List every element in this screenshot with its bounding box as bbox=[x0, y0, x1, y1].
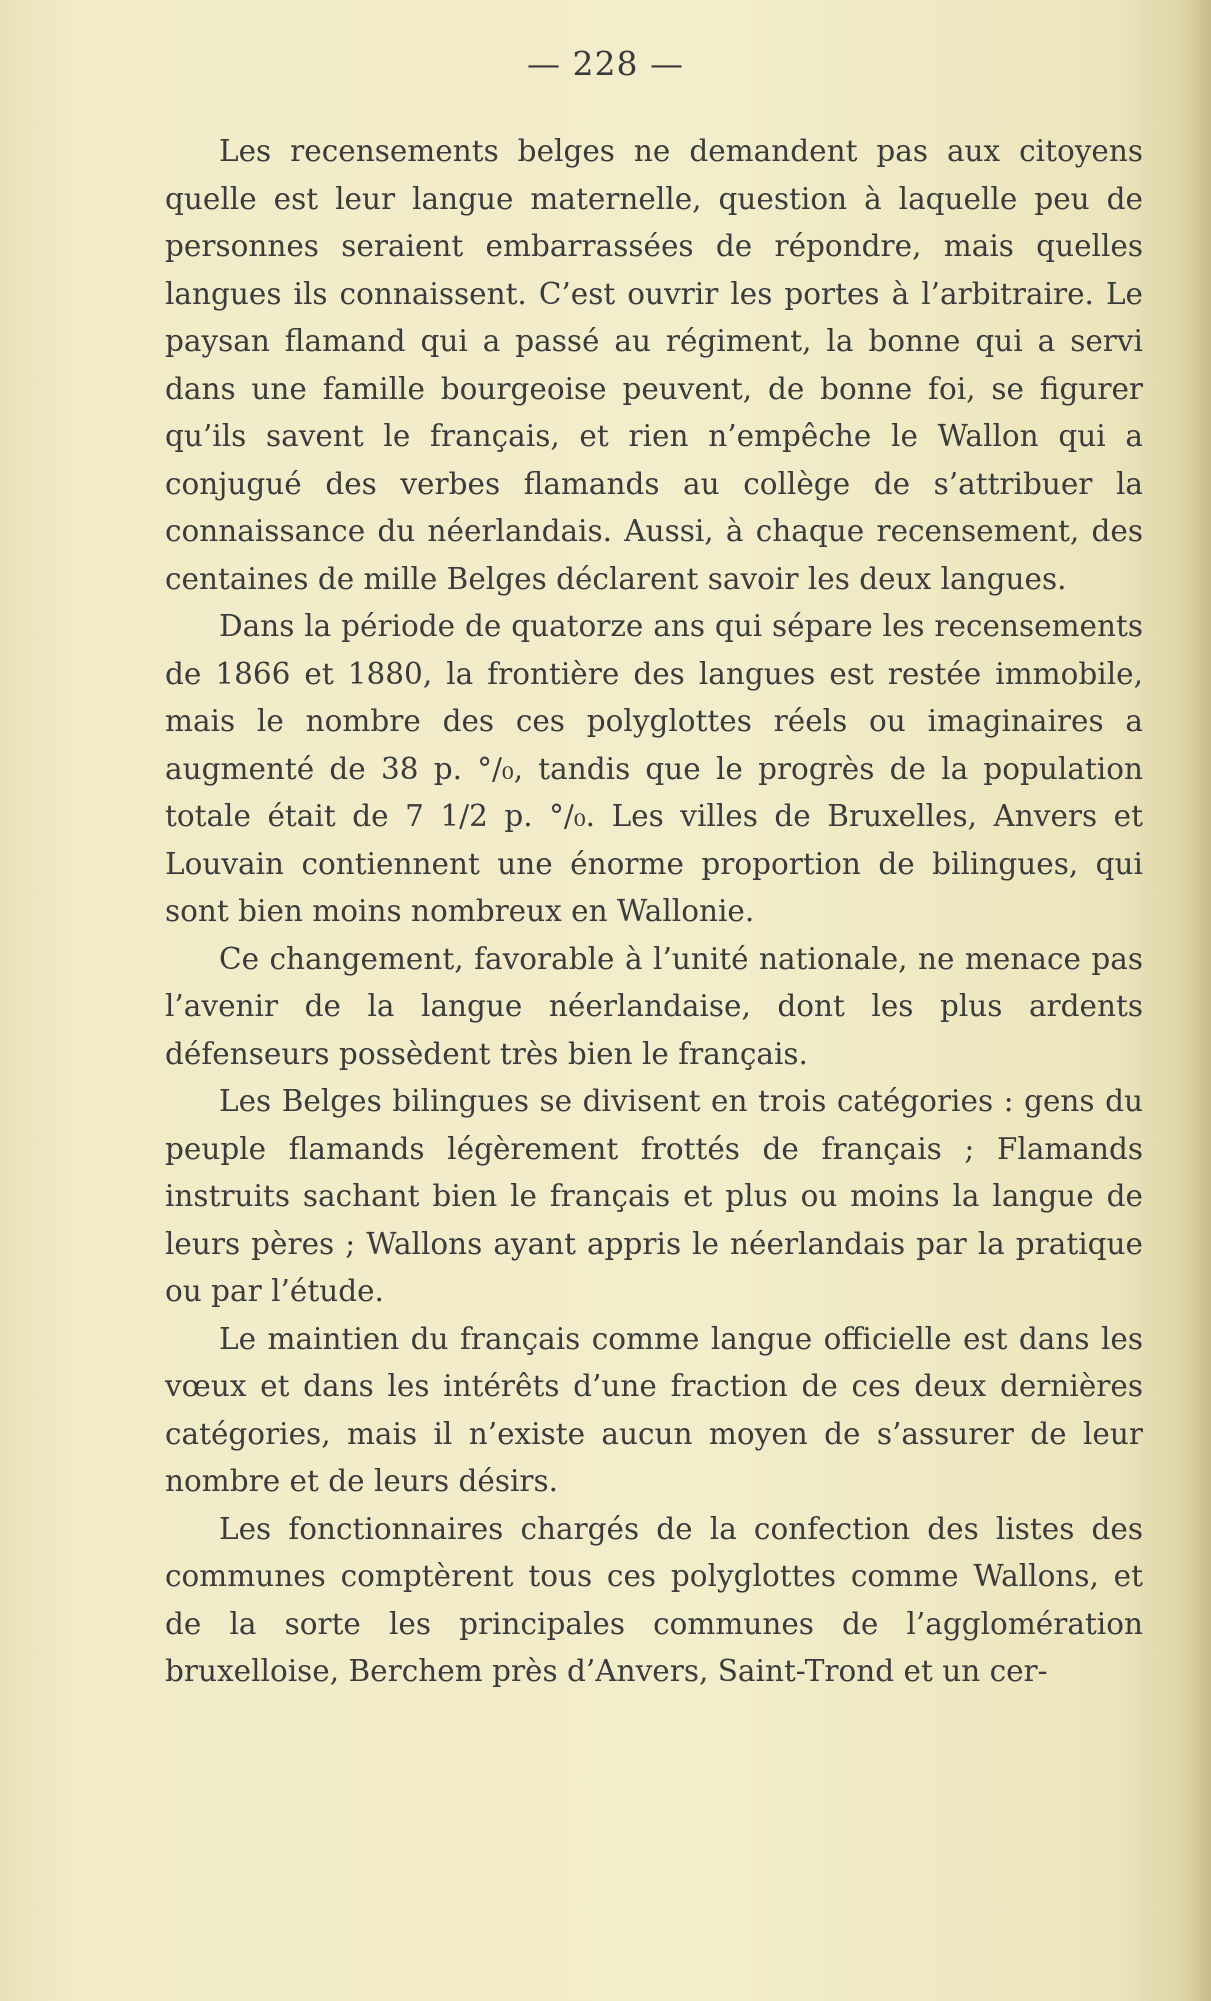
paragraph-2: Dans la période de quatorze ans qui sépare les recensements de 1866 et 1880, la frontière des langues est restée immobile, mais le nombre des ces polyglottes réels ou imaginaires a augmenté de 38 p. °/₀, tandis que le progrès de la population totale était de 7 1/2 p. °/₀. Les villes de Bruxelles, Anvers et Louvain contiennent une énorme proportion de bilingues, qui sont bien moins nombreux en Wallonie. bbox=[165, 609, 1143, 928]
paragraph-4: Les Belges bilingues se divisent en trois catégories : gens du peuple flamands légèrement frottés de français ; Flamands instruits sachant bien le français et plus ou moins la langue de leurs pères ; Wallons ayant appris le néerlandais par la pratique ou par l’étude. bbox=[165, 1084, 1143, 1308]
page-edge-shadow bbox=[1183, 0, 1211, 2001]
paragraph-5: Le maintien du français comme langue officielle est dans les vœux et dans les intérêts d’une fraction de ces deux dernières catégories, mais il n’existe aucun moyen de s’assurer de leur nombre et de leurs désirs. bbox=[165, 1321, 1143, 1498]
paragraph-3: Ce changement, favorable à l’unité nationale, ne menace pas l’avenir de la langue néerlandaise, dont les plus ardents défenseurs possèdent très bien le français. bbox=[165, 941, 1143, 1071]
page-number: — 228 — bbox=[527, 44, 684, 83]
paragraph-6: Les fonctionnaires chargés de la confection des listes des communes comptèrent tous ces polyglottes comme Wallons, et de la sorte les principales communes de l’agglomération bruxelloise, Berchem près d’Anvers, Saint-Trond et un cer- bbox=[165, 1511, 1143, 1688]
paragraph-1: Les recensements belges ne demandent pas aux citoyens quelle est leur langue maternelle, question à laquelle peu de personnes seraient embarrassées de répondre, mais quelles langues ils connaissent. C’est ouvrir les portes à l’arbitraire. Le paysan flamand qui a passé au régiment, la bonne qui a servi dans une famille bourgeoise peuvent, de bonne foi, se figurer qu’ils savent le français, et rien n’empêche le Wallon qui a conjugué des verbes flamands au collège de s’attribuer la connaissance du néerlandais. Aussi, à chaque recensement, des centaines de mille Belges déclarent savoir les deux langues. bbox=[165, 134, 1143, 596]
body-text bbox=[165, 128, 1143, 1696]
